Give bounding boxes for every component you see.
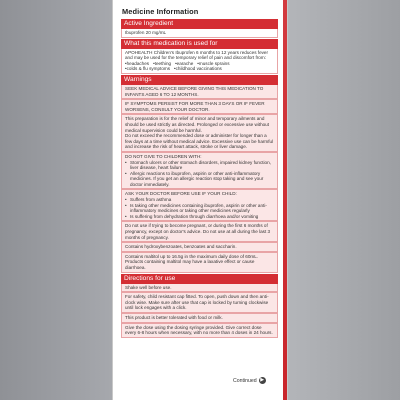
warning-ask-doctor bbox=[121, 189, 278, 221]
do-not-give-item: • Stomach ulcers or other stomach disorders, impaired kidney function, liver disease, heart failure bbox=[125, 160, 274, 171]
ask-doctor-item: • Suffers from asthma bbox=[125, 197, 274, 203]
direction-food: This product is better tolerated with food or milk. bbox=[121, 313, 278, 323]
continued-text: Continued bbox=[233, 377, 257, 384]
directions-header: Directions for use bbox=[121, 274, 278, 284]
continued-label bbox=[233, 377, 266, 384]
chevron-right-icon: ▶ bbox=[260, 377, 265, 383]
warning-p2: IF SYMPTOMS PERSIST FOR MORE THAN 3 DAYS OR IF FEVER WORSENS, CONSULT YOUR DOCTOR. bbox=[121, 99, 278, 114]
direction-dose: Give the dose using the dosing syringe provided. Give correct dose every 6-8 hours when necessary, with no more than 4 doses in 24 hours. bbox=[121, 323, 278, 338]
warning-p1: SEEK MEDICAL ADVICE BEFORE GIVING THIS MEDICATION TO INFANTS AGED 6 TO 12 MONTHS. bbox=[121, 85, 278, 99]
ask-doctor-item: • Is taking other medicines containing ibuprofen, aspirin or other anti-inflammatory medicines or taking other medicines regularly bbox=[125, 203, 274, 214]
usage-text: APOHEALTH Children's Ibuprofen 6 months to 12 years reduces fever and may be used for the temporary relief of pain and discomfort from: bbox=[125, 49, 269, 61]
ask-doctor-title: ASK YOUR DOCTOR BEFORE USE IF YOUR CHILD: bbox=[125, 191, 237, 197]
usage-header: What this medication is used for bbox=[121, 39, 278, 49]
do-not-give-item: • Allergic reactions to ibuprofen, aspirin or other anti-inflammatory medicines. If you get an allergic reaction stop taking and see your doctor immediately. bbox=[125, 171, 274, 188]
warning-maltitol: Contains maltitol up to 16.5g in the maximum daily dose of 60mL. Products containing maltitol may have a laxative effect or cause diarrhoea. bbox=[121, 252, 278, 273]
warning-contains: Contains hydroxybenzoates, benzoates and saccharin. bbox=[121, 242, 278, 252]
usage-item: • muscle sprains bbox=[197, 61, 229, 67]
usage-item: • teething bbox=[153, 61, 171, 67]
warnings-header: Warnings bbox=[121, 75, 278, 85]
leaflet-title: Medicine Information bbox=[122, 7, 199, 16]
active-ingredient-header: Active Ingredient bbox=[121, 19, 278, 29]
usage-item: • headaches bbox=[125, 61, 149, 67]
active-ingredient-text: Ibuprofen 20 mg/mL bbox=[121, 29, 278, 38]
direction-cap: For safety, child resistant cap fitted. To open, push down and then anti-clock wise. Make sure after use that cap is locked by turning clockwise until lock engages with a click. bbox=[121, 292, 278, 313]
direction-shake: Shake well before use. bbox=[121, 284, 278, 293]
medicine-leaflet bbox=[112, 0, 288, 400]
warning-pregnancy: Do not use if trying to become pregnant, or during the first 6 months of pregnancy, except on doctor's advice. Do not use at all during the last 3 months of pregnancy. bbox=[121, 221, 278, 242]
red-edge-stripe bbox=[283, 0, 287, 400]
do-not-give-title: DO NOT GIVE TO CHILDREN WITH: bbox=[125, 153, 202, 159]
usage-item: • colds & flu symptoms bbox=[125, 66, 170, 72]
ask-doctor-item: • Is suffering from dehydration through diarrhoea and/or vomiting bbox=[125, 214, 274, 220]
warning-p3 bbox=[121, 114, 278, 152]
usage-box bbox=[121, 49, 278, 74]
background-left bbox=[0, 0, 112, 400]
warning-do-not-give bbox=[121, 152, 278, 190]
usage-item: • earache bbox=[175, 61, 193, 67]
usage-item: • childhood vaccinations bbox=[174, 66, 222, 72]
warning-p4-text: Do not exceed the recommended dose or administer for longer than a few days at a time without medical advice. Excessive use can be harmful and increase the risk of heart attack, stroke or liver damage. bbox=[125, 133, 274, 150]
usage-list-row-2 bbox=[125, 66, 274, 72]
background-right bbox=[288, 0, 400, 400]
warning-p3-text: This preparation is for the relief of minor and temporary ailments and should be used strictly as directed. Prolonged or excessive use without medical supervision could be harmful. bbox=[125, 116, 270, 133]
